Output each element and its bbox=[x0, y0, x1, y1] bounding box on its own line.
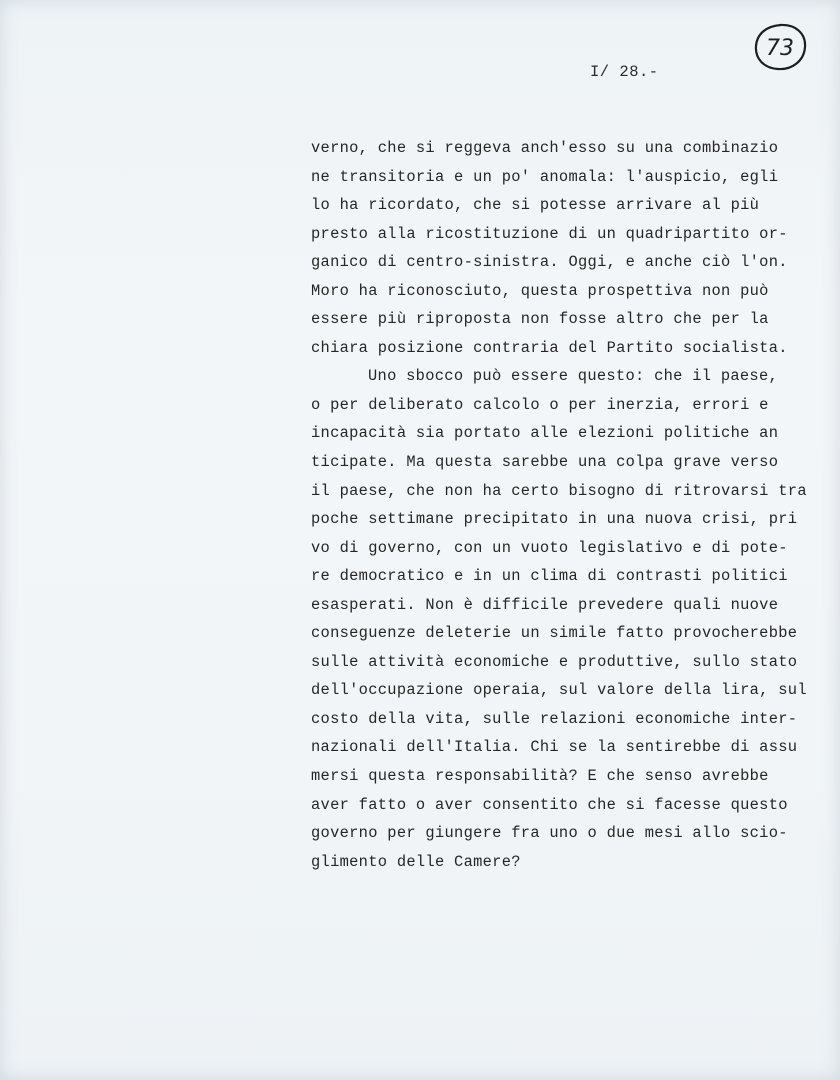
text-line: costo della vita, sulle relazioni economiche inter- bbox=[311, 709, 798, 728]
text-line: ganico di centro-sinistra. Oggi, e anche ciò l'on. bbox=[311, 253, 788, 272]
text-line: Uno sbocco può essere questo: che il paese, bbox=[368, 367, 779, 386]
text-line: glimento delle Camere? bbox=[311, 852, 521, 871]
body-text bbox=[311, 134, 811, 876]
text-line: aver fatto o aver consentito che si facesse questo bbox=[311, 795, 788, 814]
text-line: governo per giungere fra uno o due mesi allo scio- bbox=[311, 824, 788, 843]
text-line: re democratico e in un clima di contrasti politici bbox=[311, 567, 788, 586]
text-line: ticipate. Ma questa sarebbe una colpa grave verso bbox=[311, 453, 779, 472]
text-line: sulle attività economiche e produttive, sullo stato bbox=[311, 652, 798, 671]
text-line: Moro ha riconosciuto, questa prospettiva non può bbox=[311, 281, 769, 300]
text-line: mersi questa responsabilità? E che senso avrebbe bbox=[311, 767, 769, 786]
text-line: conseguenze deleterie un simile fatto provocherebbe bbox=[311, 624, 798, 643]
text-line: presto alla ricostituzione di un quadripartito or- bbox=[311, 224, 788, 243]
paragraph-1 bbox=[311, 134, 811, 362]
stamp-number: 73 bbox=[766, 36, 794, 61]
page-number-stamp bbox=[752, 22, 808, 72]
text-line: nazionali dell'Italia. Chi se la sentirebbe di assu bbox=[311, 738, 798, 757]
text-line: incapacità sia portato alle elezioni politiche an bbox=[311, 424, 779, 443]
text-line: vo di governo, con un vuoto legislativo e di pote- bbox=[311, 538, 788, 557]
page-number: I/ 28.- bbox=[590, 63, 659, 81]
text-line: poche settimane precipitato in una nuova crisi, pri bbox=[311, 510, 798, 529]
text-line: essere più riproposta non fosse altro che per la bbox=[311, 310, 769, 329]
text-line: chiara posizione contraria del Partito socialista. bbox=[311, 338, 788, 357]
text-line: il paese, che non ha certo bisogno di ritrovarsi tra bbox=[311, 481, 807, 500]
paragraph-2 bbox=[311, 362, 811, 876]
text-line: dell'occupazione operaia, sul valore della lira, sul bbox=[311, 681, 807, 700]
text-line: esasperati. Non è difficile prevedere quali nuove bbox=[311, 595, 779, 614]
text-line: ne transitoria e un po' anomala: l'auspicio, egli bbox=[311, 167, 779, 186]
text-line: lo ha ricordato, che si potesse arrivare al più bbox=[311, 196, 760, 215]
text-line: verno, che si reggeva anch'esso su una combinazio bbox=[311, 139, 779, 157]
text-line: o per deliberato calcolo o per inerzia, errori e bbox=[311, 395, 769, 414]
